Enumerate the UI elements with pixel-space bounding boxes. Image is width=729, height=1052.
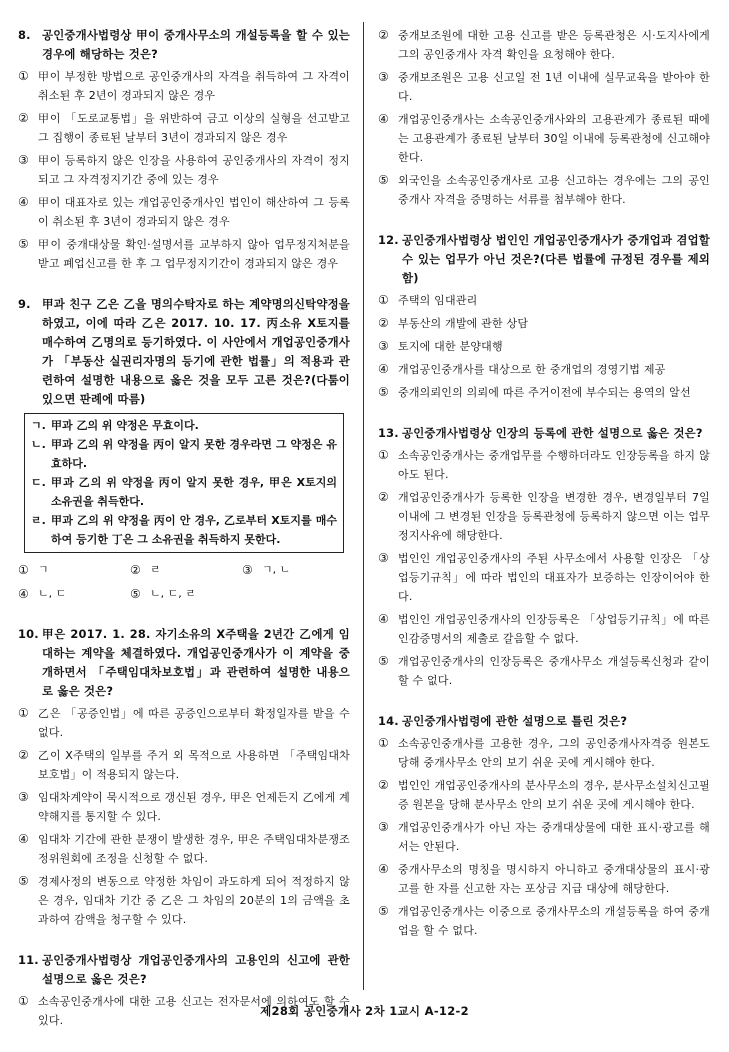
answer-option xyxy=(378,652,710,690)
option-text: 甲이 중개대상물 확인·설명서를 교부하지 않아 업무정지처분을 받고 폐업신고를 한 후 그 업무정지기간이 경과되지 않은 경우 xyxy=(38,238,350,270)
question-text: 공인중개사법령상 개업공인중개사의 고용인의 신고에 관한 설명으로 옳은 것은? xyxy=(42,953,350,986)
question-block xyxy=(18,295,350,603)
option-marker: ③ xyxy=(378,820,389,834)
option-marker: ② xyxy=(18,111,29,125)
option-text: 소속공인중개사를 고용한 경우, 그의 공인중개사자격증 원본도 당해 중개사무소 안의 보기 쉬운 곳에 게시해야 한다. xyxy=(398,737,710,769)
answer-option xyxy=(18,746,350,784)
question-stem xyxy=(378,231,710,288)
left-column xyxy=(18,26,350,1052)
option-text: 임대차 기간에 관한 분쟁이 발생한 경우, 甲은 주택임대차분쟁조정위원회에 조정을 신청할 수 없다. xyxy=(38,833,350,865)
option-marker: ② xyxy=(130,563,141,577)
option-marker: ⑤ xyxy=(378,173,389,187)
question-block xyxy=(378,231,710,402)
answer-option xyxy=(18,193,350,231)
statement-marker: ㄱ. xyxy=(31,419,46,432)
answer-option xyxy=(18,704,350,742)
option-text: 乙은 「공증인법」에 따른 공증인으로부터 확정일자를 받을 수 없다. xyxy=(38,707,350,739)
answer-option xyxy=(378,291,710,310)
option-marker: ① xyxy=(378,448,389,462)
option-marker: ③ xyxy=(18,790,29,804)
answer-option xyxy=(378,26,710,64)
answer-choice xyxy=(130,561,242,579)
statement-text: 甲과 乙의 위 약정은 무효이다. xyxy=(51,419,199,432)
statement-marker: ㄷ. xyxy=(31,476,46,489)
option-marker: ② xyxy=(378,778,389,792)
option-text: 토지에 대한 분양대행 xyxy=(398,340,503,353)
answer-option xyxy=(18,67,350,105)
question-block xyxy=(18,625,350,929)
answer-option xyxy=(378,610,710,648)
answer-option xyxy=(378,902,710,940)
question-block xyxy=(378,712,710,940)
question-number: 14. xyxy=(378,714,399,728)
question-stem xyxy=(18,295,350,409)
answer-option xyxy=(18,830,350,868)
option-text: 甲이 대표자로 있는 개업공인중개사인 법인이 해산하여 그 등록이 취소된 후 3년이 경과되지 않은 경우 xyxy=(38,196,350,228)
statement-item xyxy=(31,416,337,435)
option-text: 개업공인중개사를 대상으로 한 중개업의 경영기법 제공 xyxy=(398,363,666,376)
question-stem xyxy=(378,424,710,443)
option-text: 외국인을 소속공인중개사로 고용 신고하는 경우에는 그의 공인중개사 자격을 증명하는 서류를 첨부해야 한다. xyxy=(398,174,710,206)
option-marker: ① xyxy=(18,994,29,1008)
question-number: 11. xyxy=(18,953,39,967)
right-column xyxy=(378,26,710,962)
option-marker: ⑤ xyxy=(18,874,29,888)
option-text: ㄱ xyxy=(38,563,49,576)
answer-option xyxy=(378,549,710,606)
question-stem xyxy=(18,625,350,701)
page-footer: 제28회 공인중개사 2차 1교시 A-12-2 xyxy=(260,1004,469,1018)
statement-marker: ㄴ. xyxy=(31,438,46,451)
answer-option xyxy=(18,235,350,273)
question-block xyxy=(18,26,350,273)
question-text: 공인중개사법령상 甲이 중개사무소의 개설등록을 할 수 있는 경우에 해당하는 것은? xyxy=(42,28,350,61)
option-marker: ① xyxy=(18,563,29,577)
option-text: 중개보조원에 대한 고용 신고를 받은 등록관청은 시·도지사에게 그의 공인중개사 자격 확인을 요청해야 한다. xyxy=(398,29,710,61)
option-marker: ③ xyxy=(378,339,389,353)
question-block xyxy=(378,26,710,209)
option-marker: ③ xyxy=(378,551,389,565)
question-stem xyxy=(18,951,350,989)
option-marker: ② xyxy=(378,28,389,42)
question-number: 13. xyxy=(378,426,399,440)
question-text: 甲과 친구 乙은 乙을 명의수탁자로 하는 계약명의신탁약정을 하였고, 이에 따라 乙은 2017. 10. 17. 丙소유 X토지를 매수하여 乙명의로 등기하였다. 이 사안에서 개업공인중개사가 「부동산 실권리자명의 등기에 관한 법률」의 적용과 관련하여 설명한 내용으로 옳은 것을 모두 고른 것은?(다툼이 있으면 판례에 따름) xyxy=(42,297,350,406)
question-text: 공인중개사법령에 관한 설명으로 틀린 것은? xyxy=(402,714,628,728)
option-marker: ④ xyxy=(378,112,389,126)
option-marker: ② xyxy=(378,316,389,330)
question-number: 9. xyxy=(18,297,31,311)
option-marker: ① xyxy=(18,706,29,720)
question-number: 8. xyxy=(18,28,31,42)
statement-text: 甲과 乙의 위 약정을 丙이 알지 못한 경우라면 그 약정은 유효하다. xyxy=(51,438,337,470)
answer-option xyxy=(378,734,710,772)
option-text: ㄹ xyxy=(150,563,161,576)
answer-option xyxy=(378,337,710,356)
answer-option xyxy=(378,860,710,898)
option-text: ㄴ, ㄷ xyxy=(38,587,67,600)
question-number: 12. xyxy=(378,233,399,247)
option-text: 소속공인중개사에 대한 고용 신고는 전자문서에 의하여도 할 수 있다. xyxy=(38,995,350,1027)
option-marker: ⑤ xyxy=(378,385,389,399)
option-text: 법인인 개업공인중개사의 인장등록은 「상업등기규칙」에 따른 인감증명서의 제출로 갈음할 수 없다. xyxy=(398,613,710,645)
option-text: 甲이 부정한 방법으로 공인중개사의 자격을 취득하여 그 자격이 취소된 후 2년이 경과되지 않은 경우 xyxy=(38,70,350,102)
statement-text: 甲과 乙의 위 약정을 丙이 안 경우, 乙로부터 X토지를 매수하여 등기한 丁은 그 소유권을 취득하지 못한다. xyxy=(51,514,337,546)
option-text: 주택의 임대관리 xyxy=(398,294,478,307)
question-block xyxy=(378,424,710,690)
answer-choice xyxy=(18,561,130,579)
option-marker: ① xyxy=(18,69,29,83)
answer-option xyxy=(378,446,710,484)
answer-option xyxy=(378,818,710,856)
statement-item xyxy=(31,435,337,473)
option-marker: ④ xyxy=(378,862,389,876)
option-text: 소속공인중개사는 중개업무를 수행하더라도 인장등록을 하지 않아도 된다. xyxy=(398,449,710,481)
answer-option xyxy=(378,488,710,545)
option-marker: ③ xyxy=(18,153,29,167)
answer-option xyxy=(378,776,710,814)
option-marker: ① xyxy=(378,293,389,307)
answer-option xyxy=(18,872,350,929)
option-text: 부동산의 개발에 관한 상담 xyxy=(398,317,529,330)
option-marker: ④ xyxy=(378,612,389,626)
option-text: 중개의뢰인의 의뢰에 따른 주거이전에 부수되는 용역의 알선 xyxy=(398,386,691,399)
answer-choice xyxy=(18,585,130,603)
statement-item xyxy=(31,511,337,549)
statement-marker: ㄹ. xyxy=(31,514,46,527)
option-text: 법인인 개업공인중개사의 주된 사무소에서 사용할 인장은 「상업등기규칙」에 따라 법인의 대표자가 보증하는 인장이어야 한다. xyxy=(398,552,710,603)
answer-option xyxy=(18,151,350,189)
option-marker: ② xyxy=(378,490,389,504)
option-text: 개업공인중개사가 등록한 인장을 변경한 경우, 변경일부터 7일 이내에 그 변경된 인장을 등록관청에 등록하지 않으면 이는 업무정지사유에 해당한다. xyxy=(398,491,710,542)
answer-option xyxy=(378,171,710,209)
option-text: 법인인 개업공인중개사의 분사무소의 경우, 분사무소설치신고필증 원본을 당해 분사무소 안의 보기 쉬운 곳에 게시해야 한다. xyxy=(398,779,710,811)
question-stem xyxy=(18,26,350,64)
answer-option xyxy=(18,788,350,826)
option-text: 개업공인중개사는 이중으로 중개사무소의 개설등록을 하여 중개업을 할 수 없다. xyxy=(398,905,710,937)
option-marker: ② xyxy=(18,748,29,762)
option-text: ㄱ, ㄴ xyxy=(262,563,291,576)
option-marker: ④ xyxy=(18,832,29,846)
option-text: 경제사정의 변동으로 약정한 차임이 과도하게 되어 적정하지 않은 경우, 임대차 기간 중 乙은 그 차임의 20분의 1의 금액을 초과하여 감액을 청구할 수 있다. xyxy=(38,875,350,926)
answer-option xyxy=(378,314,710,333)
option-text: 중개사무소의 명칭을 명시하지 아니하고 중개대상물의 표시·광고를 한 자를 신고한 자는 포상금 지급 대상에 해당한다. xyxy=(398,863,710,895)
option-text: 개업공인중개사는 소속공인중개사와의 고용관계가 종료된 때에는 고용관계가 종료된 날부터 30일 이내에 등록관청에 신고해야 한다. xyxy=(398,113,710,164)
question-text: 甲은 2017. 1. 28. 자기소유의 X주택을 2년간 乙에게 임대하는 계약을 체결하였다. 개업공인중개사가 이 계약을 중개하면서 「주택임대차보호법」과 관련하여 설명한 내용으로 옳은 것은? xyxy=(42,627,350,698)
answer-option xyxy=(378,383,710,402)
option-marker: ① xyxy=(378,736,389,750)
answer-option xyxy=(378,68,710,106)
question-stem xyxy=(378,712,710,731)
option-text: 임대차계약이 묵시적으로 갱신된 경우, 甲은 언제든지 乙에게 계약해지를 통지할 수 있다. xyxy=(38,791,350,823)
answer-choices xyxy=(18,561,350,603)
option-marker: ④ xyxy=(18,587,29,601)
option-marker: ③ xyxy=(378,70,389,84)
statement-text: 甲과 乙의 위 약정을 丙이 알지 못한 경우, 甲은 X토지의 소유권을 취득한다. xyxy=(51,476,337,508)
option-text: ㄴ, ㄷ, ㄹ xyxy=(150,587,196,600)
answer-choice xyxy=(130,585,242,603)
option-marker: ⑤ xyxy=(18,237,29,251)
option-text: 중개보조원은 고용 신고일 전 1년 이내에 실무교육을 받아야 한다. xyxy=(398,71,710,103)
option-marker: ③ xyxy=(242,563,253,577)
answer-choice xyxy=(242,561,350,579)
column-divider xyxy=(363,22,364,990)
answer-option xyxy=(378,110,710,167)
option-text: 乙이 X주택의 일부를 주거 외 목적으로 사용하면 「주택임대차보호법」이 적용되지 않는다. xyxy=(38,749,350,781)
question-text: 공인중개사법령상 법인인 개업공인중개사가 중개업과 겸업할 수 있는 업무가 아닌 것은?(다른 법률에 규정된 경우를 제외함) xyxy=(402,233,710,285)
option-marker: ⑤ xyxy=(378,904,389,918)
option-marker: ④ xyxy=(18,195,29,209)
statement-item xyxy=(31,473,337,511)
option-text: 개업공인중개사가 아닌 자는 중개대상물에 대한 표시·광고를 해서는 안된다. xyxy=(398,821,710,853)
question-number: 10. xyxy=(18,627,39,641)
option-marker: ④ xyxy=(378,362,389,376)
option-text: 개업공인중개사의 인장등록은 중개사무소 개설등록신청과 같이 할 수 없다. xyxy=(398,655,710,687)
option-marker: ⑤ xyxy=(378,654,389,668)
statement-box xyxy=(24,413,344,553)
question-text: 공인중개사법령상 인장의 등록에 관한 설명으로 옳은 것은? xyxy=(402,426,703,440)
option-text: 甲이 등록하지 않은 인장을 사용하여 공인중개사의 자격이 정지되고 그 자격정지기간 중에 있는 경우 xyxy=(38,154,350,186)
answer-option xyxy=(18,109,350,147)
answer-option xyxy=(378,360,710,379)
option-text: 甲이 「도로교통법」을 위반하여 금고 이상의 실형을 선고받고 그 집행이 종료된 날부터 3년이 경과되지 않은 경우 xyxy=(38,112,350,144)
option-marker: ⑤ xyxy=(130,587,141,601)
